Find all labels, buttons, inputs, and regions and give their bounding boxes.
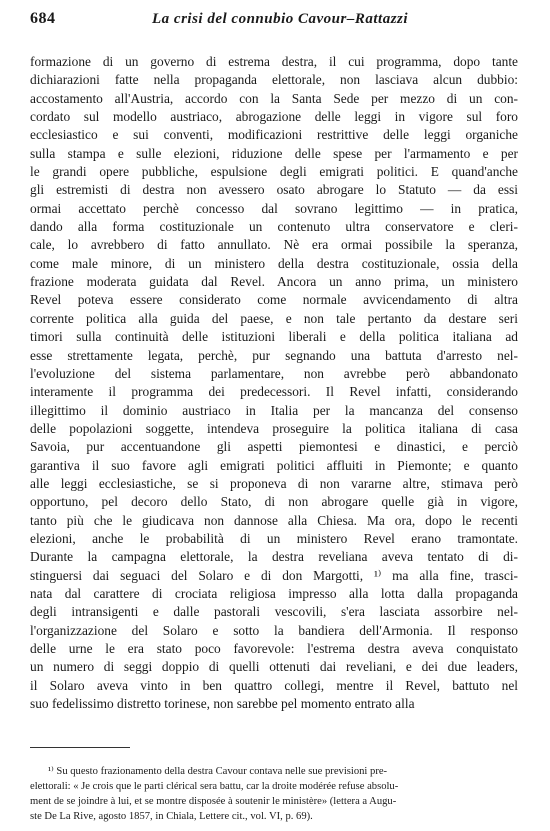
text-line: corrente politica alla guida del paese, e non tale pertanto da destare seri (30, 310, 518, 326)
page-header (30, 10, 530, 36)
footnote-line: ment de se joindre à lui, et se montre disposée à soutenir le ministère» (lettera a Augu- (30, 796, 397, 807)
text-line: dichiarazioni fatte nella propaganda elettorale, non lasciava alcun dubbio: (30, 72, 518, 88)
text-line: ecclesiastico e sui conventi, modificazioni restrittive delle leggi organiche (30, 127, 518, 143)
text-line: come male minore, di un ministero della destra costituzionale, ossia della (30, 255, 518, 271)
text-line: gli estremisti di destra non avessero osato abrogare lo Statuto — da essi (30, 182, 518, 198)
text-line: sulla stampa e sulle elezioni, riduzione delle spese per l'armamento e per (30, 145, 518, 161)
text-line: timori sulla continuità delle istituzioni liberali e della politica italiana ad (30, 329, 518, 345)
text-line: suo fedelissimo distretto torinese, non sarebbe pel momento entrato alla (30, 696, 415, 712)
footnotes (30, 764, 520, 824)
text-line: Durante la campagna elettorale, la destra reveliana aveva tentato di di- (30, 549, 518, 565)
footnote-line: elettorali: « Je crois que le parti clérical sera battu, car la droite modérée refuse absolu- (30, 781, 399, 792)
footnote-line: ¹⁾ Su questo frazionamento della destra Cavour contava nelle sue previsioni pre- (48, 766, 388, 777)
text-line: garantiva il suo favore agli emigrati politici affluiti in Piemonte; e quanto (30, 457, 518, 473)
text-line: illegittimo il dominio austriaco in Italia per la mancanza del consenso (30, 402, 518, 418)
text-line: delle popolazioni soggette, intendeva proseguire la politica italiana di casa (30, 420, 518, 436)
text-line: frazione moderata guidata dal Revel. Ancora un anno prima, un ministero (30, 274, 518, 290)
text-line: degli intransigenti e dalle pastorali vescovili, s'era lasciata assorbire nel- (30, 604, 518, 620)
text-line: opportuno, pel decoro dello Stato, di non abrogare quelle già in vigore, (30, 494, 518, 510)
page-number: 684 (30, 10, 56, 27)
text-line: cordato sul modello austriaco, abrogazione delle leggi in vigore sul foro (30, 109, 518, 125)
text-line: esse strettamente legata, perchè, pur segnando una battuta d'arresto nel- (30, 347, 518, 363)
text-line: accostamento all'Austria, accordo con la Santa Sede per mezzo di un con- (30, 90, 518, 106)
text-line: formazione di un governo di estrema destra, il cui programma, dopo tante (30, 54, 518, 69)
text-line: tanto più che le giudicava non dannose alla Chiesa. Ma ora, dopo le recenti (30, 512, 518, 528)
text-line: un numero di seggi doppio di quelli ottenuti dai reveliani, e dei due leaders, (30, 659, 518, 675)
text-line: nata dal carattere di crociata religiosa impresso alla lotta dalla propaganda (30, 585, 518, 601)
text-line: l'evoluzione del sistema parlamentare, non avrebbe però abbandonato (30, 365, 518, 381)
text-line: elezioni, anche le probabilità di un ministero Revel erano tramontate. (30, 530, 518, 546)
footnote-line: ste De La Rive, agosto 1857, in Chiala, Lettere cit., vol. VI, p. 69). (30, 811, 313, 822)
text-line: delle urne le era stato poco favorevole: l'estrema destra aveva conquistato (30, 641, 518, 656)
text-line: stinguersi dai seguaci del Solaro e di don Margotti, ¹⁾ ma alla fine, trasci- (30, 567, 518, 583)
running-title: La crisi del connubio Cavour–Rattazzi (152, 11, 409, 27)
text-line: interamente il programma dei predecessori. Il Revel infatti, considerando (30, 384, 518, 400)
text-line: alle leggi ecclesiastiche, se si proponeva di non vararne altre, stimava però (30, 475, 518, 491)
text-line: le grandi opere pubbliche, espulsione degli emigrati politici. E quand'anche (30, 164, 518, 180)
text-line: cale, lo avrebbero di fatto annullato. Nè era ormai possibile la speranza, (30, 237, 518, 253)
text-line: ormai accettato perchè concesso dal sovrano legittimo — in pratica, (30, 200, 518, 216)
text-line: dando alla forma costituzionale un contenuto ultra conservatore e cleri- (30, 219, 518, 235)
text-line: Revel poteva essere considerato come normale avvicendamento di altra (30, 292, 518, 308)
footnote-separator (30, 747, 130, 748)
text-line: l'organizzazione del Solaro e sotto la bandiera dell'Armonia. Il responso (30, 622, 518, 638)
main-text (30, 53, 518, 713)
text-line: il Solaro aveva vinto in ben quattro collegi, mentre il Revel, battuto nel (30, 677, 518, 693)
text-line: Savoia, pur accentuandone gli aspetti piemontesi e dinastici, e perciò (30, 439, 518, 455)
